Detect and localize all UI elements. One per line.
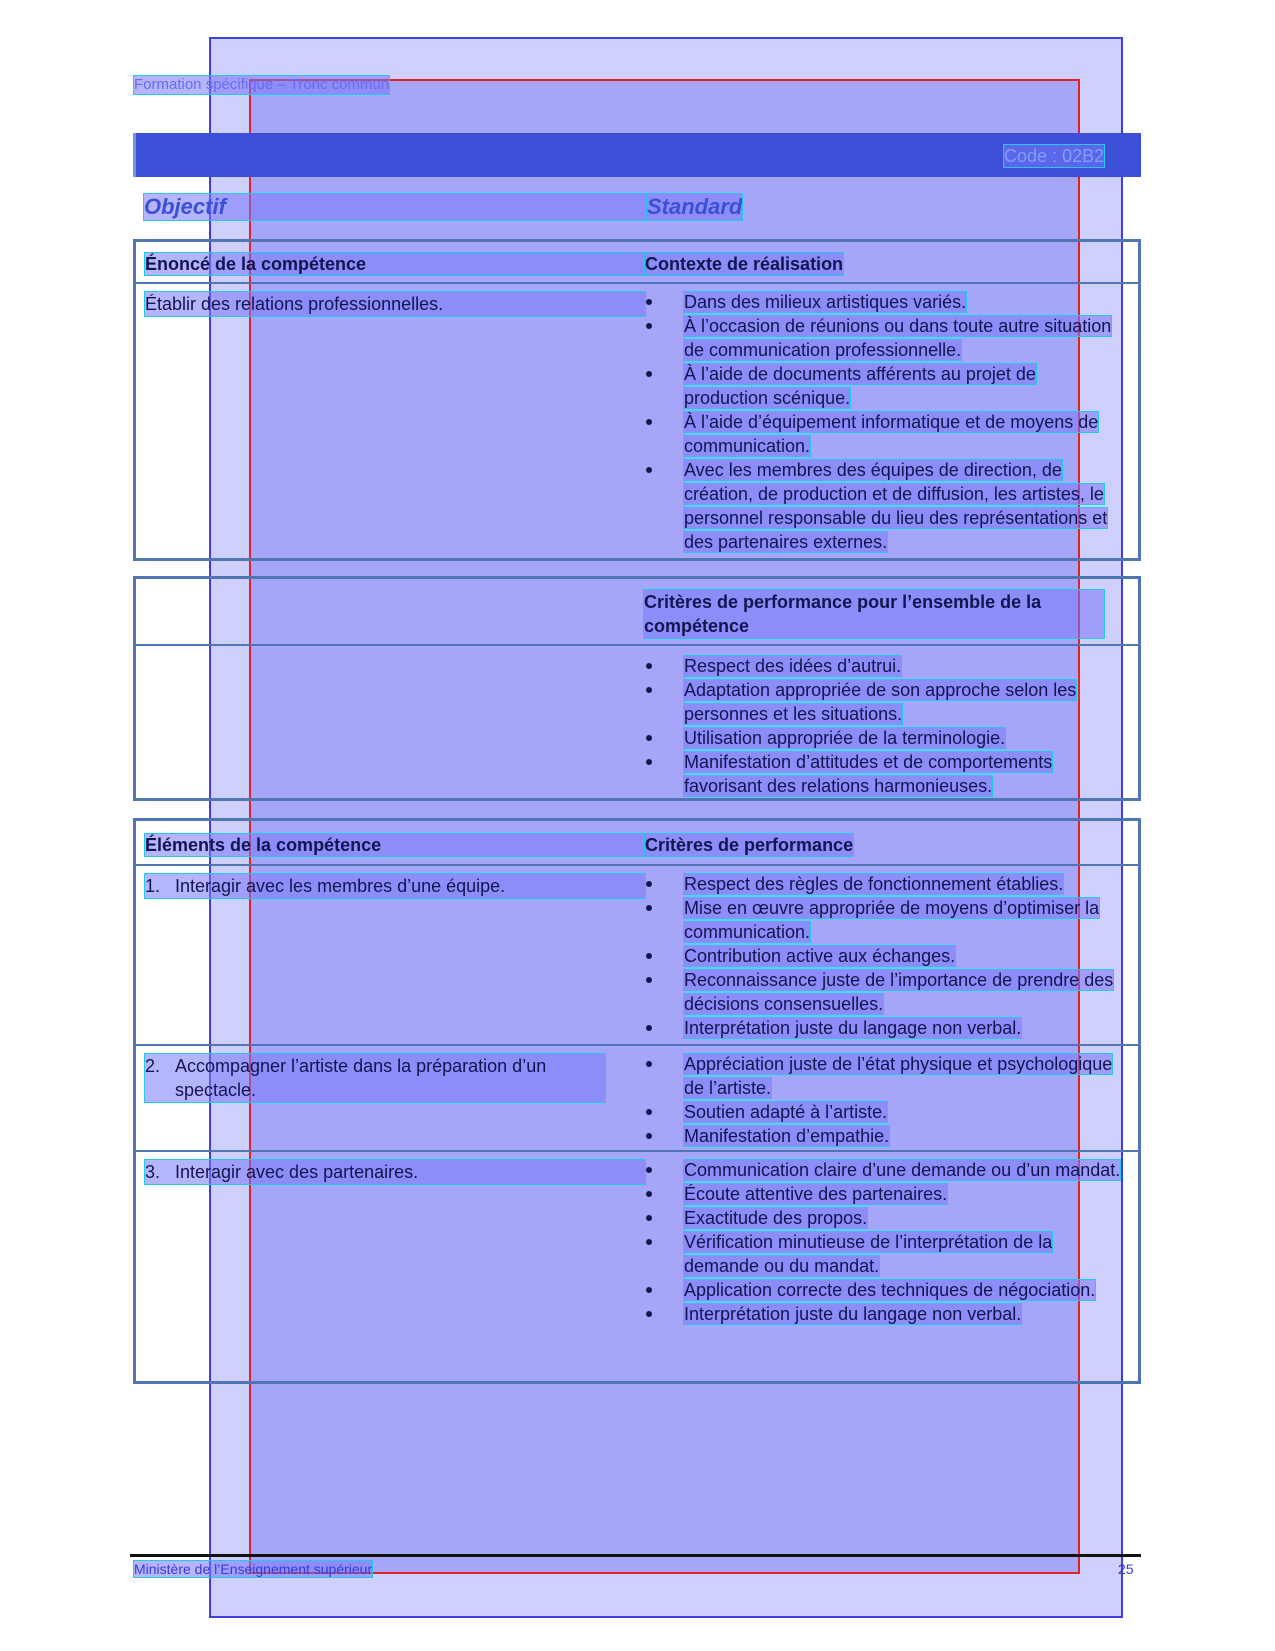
elements-header: Éléments de la compétence bbox=[145, 834, 645, 856]
list-item: Vérification minutieuse de l’interprétation de la demande ou du mandat. bbox=[646, 1230, 1124, 1278]
footer-ministry: Ministère de l’Enseignement supérieur bbox=[134, 1561, 373, 1577]
context-list bbox=[646, 290, 1124, 554]
global-criteria-header-rule bbox=[136, 644, 1138, 646]
list-item: Application correcte des techniques de négociation. bbox=[646, 1278, 1124, 1302]
list-item: Interprétation juste du langage non verbal. bbox=[646, 1016, 1124, 1040]
list-item: Écoute attentive des partenaires. bbox=[646, 1182, 1124, 1206]
criteria-list-2 bbox=[646, 1052, 1124, 1148]
list-item: À l’aide de documents afférents au projet de production scénique. bbox=[646, 362, 1124, 410]
criteria-list-3 bbox=[646, 1158, 1124, 1326]
list-item: Respect des règles de fonctionnement établies. bbox=[646, 872, 1124, 896]
competence-statement-header: Énoncé de la compétence bbox=[145, 253, 645, 275]
list-item: Reconnaissance juste de l’importance de prendre des décisions consensuelles. bbox=[646, 968, 1124, 1016]
global-criteria-title: Critères de performance pour l’ensemble de la compétence bbox=[644, 590, 1104, 638]
code-band bbox=[133, 133, 1141, 177]
heading-objectif: Objectif bbox=[144, 194, 646, 220]
page-number: 25 bbox=[1118, 1561, 1134, 1577]
list-item: Contribution active aux échanges. bbox=[646, 944, 1124, 968]
code-value: 02B2 bbox=[1062, 146, 1105, 166]
list-item: Appréciation juste de l’état physique et psychologique de l’artiste. bbox=[646, 1052, 1124, 1100]
footer-rule bbox=[130, 1554, 1141, 1557]
list-item: Mise en œuvre appropriée de moyens d’optimiser la communication. bbox=[646, 896, 1124, 944]
list-item: Respect des idées d’autrui. bbox=[646, 654, 1124, 678]
elements-row-rule-2 bbox=[136, 1150, 1138, 1152]
heading-standard: Standard bbox=[647, 194, 743, 219]
competence-table-header-rule bbox=[136, 282, 1138, 284]
list-item: Exactitude des propos. bbox=[646, 1206, 1124, 1230]
list-item: Manifestation d’empathie. bbox=[646, 1124, 1124, 1148]
elements-header-rule bbox=[136, 864, 1138, 866]
list-item: Soutien adapté à l’artiste. bbox=[646, 1100, 1124, 1124]
list-item: À l’aide d’équipement informatique et de moyens de communication. bbox=[646, 410, 1124, 458]
code-label-text: Code : bbox=[1004, 146, 1058, 166]
list-item: Avec les membres des équipes de direction, de création, de production et de diffusion, les artistes, le personnel responsable du lieu des représentations et des partenaires externes. bbox=[646, 458, 1124, 554]
global-criteria-list bbox=[646, 654, 1124, 798]
list-item: Adaptation appropriée de son approche selon les personnes et les situations. bbox=[646, 678, 1124, 726]
elements-row-rule-1 bbox=[136, 1044, 1138, 1046]
list-item: Communication claire d’une demande ou d’un mandat. bbox=[646, 1158, 1124, 1182]
criteria-list-1 bbox=[646, 872, 1124, 1040]
competence-statement: Établir des relations professionnelles. bbox=[145, 292, 645, 316]
code-label bbox=[1004, 145, 1104, 167]
criteria-header: Critères de performance bbox=[645, 835, 854, 855]
list-item: Manifestation d’attitudes et de comportements favorisant des relations harmonieuses. bbox=[646, 750, 1124, 798]
element-row-2: 2. Accompagner l’artiste dans la préparation d’un spectacle. bbox=[145, 1054, 605, 1102]
element-row-3: 3. Interagir avec des partenaires. bbox=[145, 1160, 645, 1184]
program-header: Formation spécifique – Tronc commun bbox=[134, 76, 390, 93]
list-item: Utilisation appropriée de la terminologie. bbox=[646, 726, 1124, 750]
list-item: À l’occasion de réunions ou dans toute autre situation de communication professionnelle. bbox=[646, 314, 1124, 362]
element-row-1: 1. Interagir avec les membres d’une équipe. bbox=[145, 874, 645, 898]
list-item: Dans des milieux artistiques variés. bbox=[646, 290, 1124, 314]
context-header: Contexte de réalisation bbox=[645, 254, 844, 274]
list-item: Interprétation juste du langage non verbal. bbox=[646, 1302, 1124, 1326]
